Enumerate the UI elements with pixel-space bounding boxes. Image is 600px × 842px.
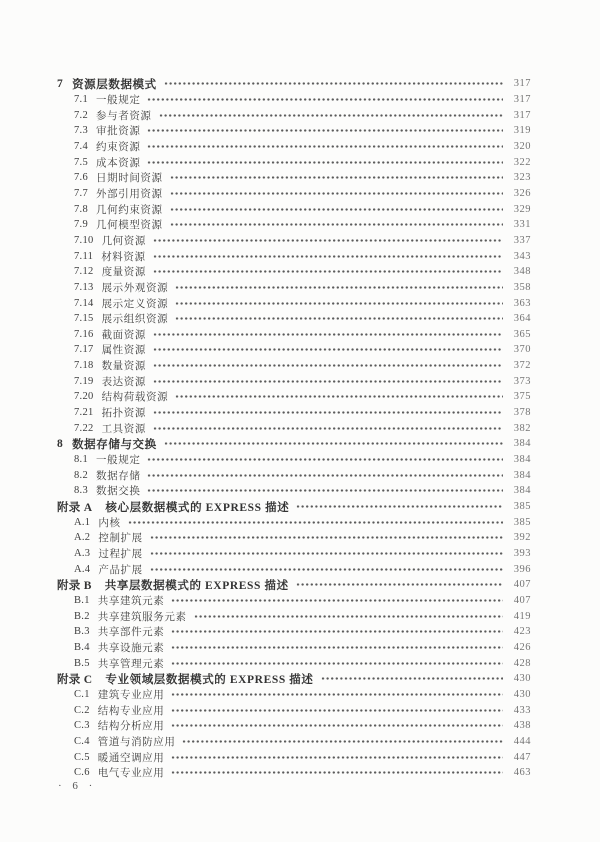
toc-entry-number: 7.15 — [74, 313, 94, 325]
dot-leader — [150, 551, 503, 556]
toc-entry — [57, 624, 531, 640]
toc-entry-number: 7.12 — [74, 266, 94, 278]
toc-entry — [57, 702, 531, 718]
toc-entry-number: 7.14 — [74, 297, 94, 309]
toc-entry-number: 7.18 — [74, 360, 94, 372]
toc-entry-page: 428 — [513, 657, 531, 669]
toc-entry-page: 447 — [513, 751, 531, 763]
toc-entry-title: 建筑专业应用 — [97, 689, 165, 701]
toc-entry-number: B.4 — [74, 641, 90, 653]
toc-entry-page: 384 — [513, 469, 531, 481]
toc-entry-title: 属性资源 — [101, 345, 146, 357]
toc-entry-title: 几何资源 — [101, 235, 146, 247]
toc-entry — [57, 342, 531, 358]
toc-entry — [57, 530, 531, 546]
dot-leader — [128, 520, 503, 525]
toc-entry-page: 317 — [513, 93, 531, 105]
toc-entry — [57, 765, 531, 781]
toc-entry-page: 378 — [513, 407, 531, 419]
toc-entry-number: 7.5 — [74, 156, 89, 168]
toc-entry — [57, 734, 531, 750]
toc-entry-title: 几何约束资源 — [96, 204, 163, 216]
toc-entry-number: 附录 A — [57, 501, 93, 514]
toc-entry-title: 展示组织资源 — [101, 314, 169, 326]
toc-entry — [57, 264, 531, 280]
dot-leader — [171, 645, 503, 650]
toc-entry-title: 展示外观资源 — [101, 282, 169, 294]
toc-entry-title: 参与者资源 — [96, 110, 152, 122]
toc-entry-title: 表达资源 — [101, 376, 146, 388]
toc-entry — [57, 201, 531, 217]
toc-entry — [57, 514, 531, 530]
toc-entry — [57, 608, 531, 624]
toc-entry — [57, 671, 531, 687]
toc-entry-number: 8 — [57, 437, 64, 450]
toc-entry-page: 331 — [513, 219, 531, 231]
toc-entry-title: 内核 — [98, 517, 121, 529]
toc-entry-number: C.1 — [74, 688, 90, 700]
toc-entry-page: 372 — [513, 360, 531, 372]
toc-entry-title: 共享管理元素 — [97, 658, 165, 670]
toc-entry-number: C.4 — [74, 735, 90, 747]
toc-entry — [57, 655, 531, 671]
toc-entry — [57, 687, 531, 703]
toc-entry-number: 8.1 — [74, 454, 89, 466]
dot-leader — [147, 473, 503, 478]
dot-leader — [164, 81, 503, 86]
toc-entry-page: 433 — [513, 704, 531, 716]
dot-leader — [147, 128, 503, 133]
toc-entry — [57, 499, 531, 515]
dot-leader — [170, 207, 503, 212]
toc-entry-title: 控制扩展 — [98, 533, 143, 545]
dot-leader — [153, 363, 503, 368]
toc-entry — [57, 749, 531, 765]
dot-leader — [171, 723, 503, 728]
toc-entry-number: 7.4 — [74, 140, 89, 152]
dot-leader — [171, 770, 503, 775]
toc-entry-page: 320 — [513, 140, 531, 152]
toc-entry-page: 319 — [513, 125, 531, 137]
toc-entry — [57, 76, 531, 92]
toc-entry-page: 382 — [513, 422, 531, 434]
toc-entry — [57, 123, 531, 139]
dot-leader — [171, 629, 503, 634]
dot-leader — [150, 567, 503, 572]
toc-entry — [57, 718, 531, 734]
toc-entry — [57, 107, 531, 123]
toc-entry-title: 一般规定 — [96, 455, 141, 467]
toc-entry-page: 363 — [513, 297, 531, 309]
toc-entry-title: 工具资源 — [101, 423, 146, 435]
toc-entry-page: 322 — [513, 156, 531, 168]
toc-entry-title: 共享建筑服务元素 — [97, 611, 187, 623]
toc-entry-page: 375 — [513, 391, 531, 403]
toc-entry-page: 343 — [513, 250, 531, 262]
toc-entry — [57, 577, 531, 593]
dot-leader — [153, 238, 503, 243]
dot-leader — [147, 457, 503, 462]
dot-leader — [170, 222, 503, 227]
dot-leader — [164, 441, 503, 446]
toc-entry-number: B.5 — [74, 657, 90, 669]
toc-entry-page: 444 — [513, 735, 531, 747]
toc-entry — [57, 139, 531, 155]
toc-entry-page: 430 — [513, 688, 531, 700]
toc-entry-number: A.4 — [74, 563, 91, 575]
toc-entry-page: 384 — [513, 438, 531, 450]
dot-leader — [296, 504, 503, 509]
toc-entry-title: 数据交换 — [96, 486, 141, 498]
dot-leader — [153, 347, 503, 352]
toc-entry-title: 成本资源 — [96, 157, 141, 169]
toc-entry-number: 7.2 — [74, 109, 89, 121]
toc-entry-title: 结构专业应用 — [97, 705, 165, 717]
toc-entry — [57, 405, 531, 421]
toc-entry-number: 7.10 — [74, 234, 94, 246]
toc-entry — [57, 295, 531, 311]
dot-leader — [153, 269, 503, 274]
toc-entry-page: 326 — [513, 187, 531, 199]
toc-entry-number: C.2 — [74, 704, 90, 716]
toc-entry-title: 展示定义资源 — [101, 298, 169, 310]
toc-entry-number: 7.21 — [74, 407, 94, 419]
toc-entry-title: 拓扑资源 — [101, 408, 146, 420]
toc-entry-number: 7 — [57, 77, 64, 90]
dot-leader — [153, 426, 503, 431]
toc-entry-number: C.3 — [74, 720, 90, 732]
page-footer-number: · 6 · — [58, 780, 97, 792]
toc-entry-number: C.5 — [74, 751, 90, 763]
toc-entry-title: 共享层数据模式的 EXPRESS 描述 — [104, 579, 289, 592]
toc-entry-number: 7.1 — [74, 93, 89, 105]
toc-entry-title: 日期时间资源 — [96, 173, 163, 185]
dot-leader — [153, 410, 503, 415]
toc-entry-number: 7.9 — [74, 219, 89, 231]
toc-entry-number: 8.2 — [74, 469, 89, 481]
toc-entry-title: 外部引用资源 — [96, 188, 163, 200]
toc-entry-title: 约束资源 — [96, 141, 141, 153]
toc-entry-title: 核心层数据模式的 EXPRESS 描述 — [105, 501, 290, 514]
toc-entry-title: 度量资源 — [101, 267, 146, 279]
toc-entry-number: A.3 — [74, 548, 91, 560]
dot-leader — [147, 160, 503, 165]
dot-leader — [147, 488, 503, 493]
toc-entry-page: 317 — [513, 78, 531, 90]
dot-leader — [171, 661, 503, 666]
dot-leader — [175, 301, 503, 306]
toc-entry-title: 专业领域层数据模式的 EXPRESS 描述 — [105, 673, 314, 686]
toc-entry — [57, 467, 531, 483]
toc-entry-number: 7.8 — [74, 203, 89, 215]
toc-entry-number: 7.19 — [74, 375, 94, 387]
toc-entry-title: 产品扩展 — [98, 564, 143, 576]
dot-leader — [175, 285, 503, 290]
toc-entry-title: 结构荷载资源 — [101, 392, 169, 404]
toc-entry-page: 438 — [513, 720, 531, 732]
toc-entry — [57, 436, 531, 452]
toc-entry-title: 管道与消防应用 — [97, 736, 176, 748]
toc-entry-number: 附录 B — [57, 579, 92, 592]
toc-entry-number: 7.6 — [74, 172, 89, 184]
toc-entry — [57, 186, 531, 202]
toc-entry — [57, 280, 531, 296]
dot-leader — [153, 332, 503, 337]
toc-entry-page: 364 — [513, 313, 531, 325]
toc-entry-number: 附录 C — [57, 673, 93, 686]
dot-leader — [171, 692, 503, 697]
toc-entry — [57, 420, 531, 436]
toc-entry — [57, 561, 531, 577]
toc-entry-page: 392 — [513, 532, 531, 544]
toc-entry-page: 373 — [513, 375, 531, 387]
toc-entry — [57, 373, 531, 389]
dot-leader — [171, 755, 503, 760]
toc-entry — [57, 593, 531, 609]
toc-entry-number: 8.3 — [74, 485, 89, 497]
toc-entry-page: 430 — [513, 673, 531, 685]
dot-leader — [153, 254, 503, 259]
toc-entry-title: 几何模型资源 — [96, 220, 163, 232]
toc-entry-title: 数据存储 — [96, 470, 141, 482]
toc-entry-title: 结构分析应用 — [97, 721, 165, 733]
dot-leader — [321, 676, 503, 681]
toc-entry-title: 审批资源 — [96, 126, 141, 138]
dot-leader — [171, 598, 503, 603]
toc-entry-number: 7.11 — [74, 250, 94, 262]
toc-entry-title: 截面资源 — [101, 329, 146, 341]
toc-entry-title: 一般规定 — [96, 94, 141, 106]
toc-entry-page: 384 — [513, 454, 531, 466]
toc-entry-title: 共享设施元素 — [97, 642, 165, 654]
toc-entry-page: 407 — [513, 594, 531, 606]
dot-leader — [170, 175, 503, 180]
toc-entry-number: B.1 — [74, 594, 90, 606]
dot-leader — [170, 191, 503, 196]
toc-entry-title: 共享部件元素 — [97, 627, 165, 639]
toc-entry-number: 7.20 — [74, 391, 94, 403]
toc-entry-title: 资源层数据模式 — [72, 78, 157, 91]
toc-entry — [57, 170, 531, 186]
toc-entry — [57, 233, 531, 249]
toc-entry — [57, 154, 531, 170]
toc-entry-number: B.3 — [74, 626, 90, 638]
toc-entry-page: 317 — [513, 109, 531, 121]
toc-entry-page: 348 — [513, 266, 531, 278]
toc-entry-page: 384 — [513, 485, 531, 497]
toc-entry-number: C.6 — [74, 767, 90, 779]
dot-leader — [159, 113, 503, 118]
toc-entry-number: A.1 — [74, 516, 91, 528]
toc-entry-title: 材料资源 — [101, 251, 146, 263]
toc-entry-page: 426 — [513, 641, 531, 653]
toc-entry-title: 过程扩展 — [98, 549, 143, 561]
toc-entry-number: 7.7 — [74, 187, 89, 199]
toc-entry-number: 7.3 — [74, 125, 89, 137]
toc-entry — [57, 389, 531, 405]
dot-leader — [147, 97, 503, 102]
toc-entry-page: 423 — [513, 626, 531, 638]
toc-entry-page: 385 — [513, 501, 531, 513]
toc-entry-page: 393 — [513, 548, 531, 560]
toc-entry — [57, 92, 531, 108]
toc-entry-page: 365 — [513, 328, 531, 340]
toc-entry-page: 396 — [513, 563, 531, 575]
toc-entry-page: 323 — [513, 172, 531, 184]
toc-entry-page: 337 — [513, 234, 531, 246]
toc-entry-title: 数量资源 — [101, 361, 146, 373]
toc-list — [57, 76, 531, 781]
toc-entry-page: 419 — [513, 610, 531, 622]
toc-entry-title: 电气专业应用 — [97, 768, 165, 780]
toc-entry-number: 7.22 — [74, 422, 94, 434]
toc-entry — [57, 311, 531, 327]
toc-entry — [57, 327, 531, 343]
toc-entry — [57, 358, 531, 374]
toc-entry-page: 370 — [513, 344, 531, 356]
dot-leader — [182, 739, 503, 744]
toc-entry-title: 数据存储与交换 — [72, 438, 157, 451]
dot-leader — [194, 614, 503, 619]
dot-leader — [147, 144, 503, 149]
dot-leader — [171, 708, 503, 713]
toc-entry — [57, 546, 531, 562]
toc-entry-page: 358 — [513, 281, 531, 293]
dot-leader — [150, 535, 503, 540]
toc-entry — [57, 248, 531, 264]
toc-entry-number: 7.16 — [74, 328, 94, 340]
toc-entry — [57, 483, 531, 499]
toc-entry-title: 暖通空调应用 — [97, 752, 165, 764]
toc-entry — [57, 217, 531, 233]
toc-entry — [57, 452, 531, 468]
toc-entry-number: B.2 — [74, 610, 90, 622]
toc-entry-number: A.2 — [74, 532, 91, 544]
toc-entry-page: 407 — [513, 579, 531, 591]
toc-entry-page: 385 — [513, 516, 531, 528]
toc-entry-title: 共享建筑元素 — [97, 595, 165, 607]
dot-leader — [153, 379, 503, 384]
toc-entry-page: 329 — [513, 203, 531, 215]
toc-entry-number: 7.17 — [74, 344, 94, 356]
toc-entry-page: 463 — [513, 767, 531, 779]
toc-entry — [57, 640, 531, 656]
dot-leader — [175, 394, 503, 399]
dot-leader — [175, 316, 503, 321]
toc-entry-number: 7.13 — [74, 281, 94, 293]
dot-leader — [296, 582, 503, 587]
